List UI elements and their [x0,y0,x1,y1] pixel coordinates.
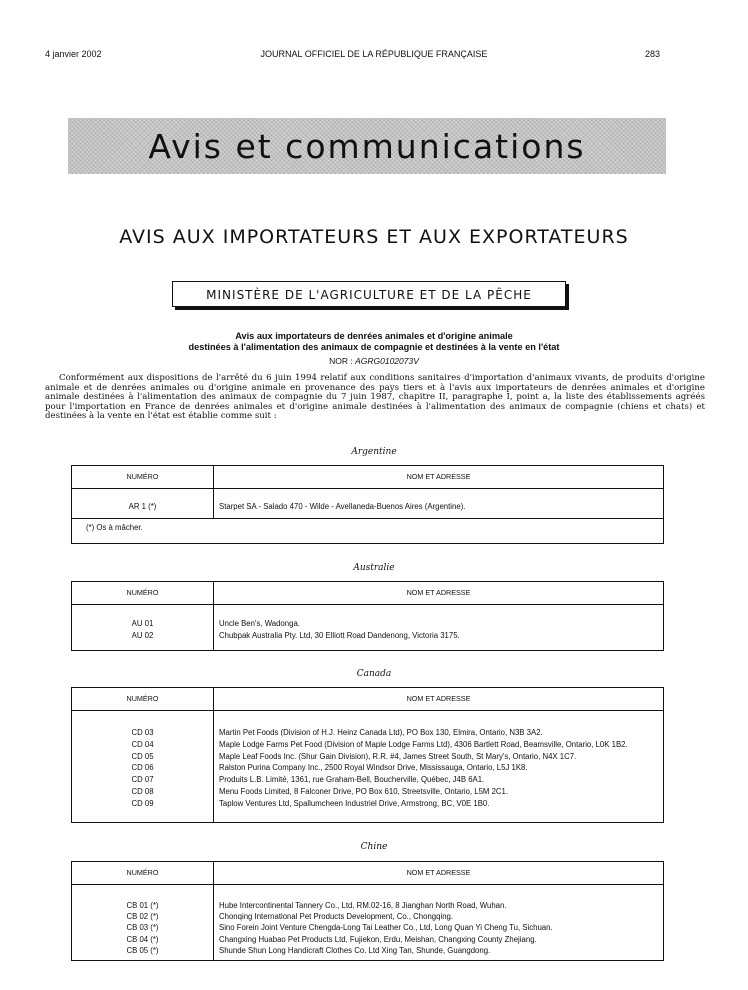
establishment-number: CB 03 (*) [126,923,159,933]
establishment-name-address: Maple Leaf Foods Inc. (Shur Gain Division), R.R. #4, James Street South, St Mary's, Ontario, N4X 1C7. [219,751,577,761]
table-row [72,787,663,797]
ministry-heading: MINISTÈRE DE L'AGRICULTURE ET DE LA PÊCHE [172,281,566,307]
column-header-nom-adresse: NOM ET ADRESSE [406,868,471,877]
nor-reference [0,356,748,366]
table-row [72,502,663,512]
establishment-number: CD 09 [131,798,154,808]
establishments-table [71,581,664,651]
table-row [72,923,663,933]
table-row [72,799,663,809]
column-header-numero: NUMÉRO [126,472,159,481]
establishment-number: CD 05 [131,751,154,761]
header-page-number: 283 [644,49,660,59]
establishment-name-address: Martin Pet Foods (Division of H.J. Heinz Canada Ltd), PO Box 130, Elmira, Ontario, N3B 3A2. [219,728,543,737]
establishment-number: CD 08 [131,787,154,796]
establishment-number: AR 1 (*) [128,502,157,511]
establishment-number: CD 07 [131,775,154,785]
establishment-number: CD 04 [131,739,154,749]
establishment-name-address: Produits L.B. Limité, 1361, rue Graham-Bell, Boucherville, Québec, J4B 6A1. [219,775,485,785]
establishment-number: CD 03 [131,728,154,737]
column-header-nom-adresse: NOM ET ADRESSE [406,472,471,481]
table-footnote: (*) Os à mâcher. [86,523,143,532]
establishment-number: CB 05 (*) [126,945,159,955]
table-header [72,582,663,605]
table-row [72,912,663,922]
establishment-name-address: Maple Lodge Farms Pet Food (Division of Maple Lodge Farms Ltd), 4306 Bartlett Road, Beamsville, Ontario, L0K 1B2. [219,739,628,749]
intro-paragraph: Conformément aux dispositions de l'arrêté du 6 juin 1994 relatif aux conditions sanitaires d'importation d'animaux vivants, de produits d'origine animale et de denrées animales ou d'origine animale en provenance des pays tiers et à l'avis aux importateurs de denrées animales et d'origine animale destinées à l'alimentation des animaux de compagnie du 7 juin 1987, chapitre II, paragraphe I, point a, la liste des établissements agréés pour l'importation en France de denrées animales et d'origine animale destinées à l'alimentation des animaux de compagnie (chiens et chats) et destinées à la vente en l'état est établie comme suit : [45,373,705,422]
column-header-numero: NUMÉRO [126,588,159,597]
table-header [72,466,663,489]
country-heading: Canada [356,669,392,679]
page-title: AVIS AUX IMPORTATEURS ET AUX EXPORTATEURS [119,226,629,248]
establishment-name-address: Ralston Purina Company Inc., 2500 Royal Windsor Drive, Mississauga, Ontario, L5J 1K8. [219,763,528,773]
establishment-name-address: Hube Intercontinental Tannery Co., Ltd, RM.02-16, 8 Jianghan North Road, Wuhan. [219,901,507,910]
avis-title-line1: Avis aux importateurs de denrées animales et d'origine animale [235,331,513,341]
table-row [72,631,663,641]
country-heading: Australie [353,563,395,573]
column-header-nom-adresse: NOM ET ADRESSE [406,588,471,597]
establishment-number: AU 01 [131,619,154,628]
establishment-name-address: Menu Foods Limited, 8 Falconer Drive, PO Box 610, Streetsville, Ontario, L5M 2C1. [219,787,509,796]
establishment-name-address: Changxing Huabao Pet Products Ltd, Fujiekon, Erdu, Meishan, Changxing County Zhejiang. [219,934,537,944]
header-date: 4 janvier 2002 [45,49,102,59]
column-header-nom-adresse: NOM ET ADRESSE [406,694,471,703]
establishment-name-address: Starpet SA - Salado 470 - Wilde - Avellaneda-Buenos Aires (Argentine). [219,502,466,511]
establishment-name-address: Taplow Ventures Ltd, Spallumcheen Industriel Drive, Armstrong, BC, V0E 1B0. [219,798,490,808]
establishment-name-address: Chonqing International Pet Products Development, Co., Chongqing. [219,912,454,922]
establishment-number: CB 04 (*) [126,934,159,944]
establishment-name-address: Sino Forein Joint Venture Chengda-Long Tai Leather Co., Ltd, Long Quan Yi Cheng Tu, Sichuan. [219,923,553,933]
table-row [72,935,663,945]
establishment-number: AU 02 [131,631,154,640]
section-banner [68,118,666,174]
table-row [72,901,663,911]
establishments-table [71,465,664,544]
table-row [72,740,663,750]
establishment-name-address: Shunde Shun Long Handicraft Clothes Co. Ltd Xing Tan, Shunde, Guangdong. [219,945,491,955]
table-row [72,775,663,785]
banner-title: Avis et communications [148,127,586,166]
table-row [72,619,663,629]
table-row [72,752,663,762]
nor-label: NOR : [329,356,353,366]
country-heading: Chine [360,842,388,852]
table-row [72,763,663,773]
establishment-name-address: Chubpak Australia Pty. Ltd, 30 Elliott Road Dandenong, Victoria 3175. [219,631,460,640]
table-header [72,862,663,885]
note-divider [72,518,663,519]
establishments-table [71,861,664,961]
country-heading: Argentine [351,447,397,457]
nor-value: AGRG0102073V [355,356,419,366]
establishment-number: CD 06 [131,763,154,773]
establishment-number: CB 02 (*) [126,912,159,922]
column-header-numero: NUMÉRO [126,694,159,703]
header-journal-title: JOURNAL OFFICIEL DE LA RÉPUBLIQUE FRANÇAISE [260,49,488,59]
column-header-numero: NUMÉRO [126,868,159,877]
table-header [72,688,663,711]
establishment-name-address: Uncle Ben's, Wadonga. [219,619,300,628]
table-row [72,946,663,956]
table-row [72,728,663,738]
establishments-table [71,687,664,823]
establishment-number: CB 01 (*) [126,901,159,910]
avis-title-line2: destinées à l'alimentation des animaux de compagnie et destinées à la vente en l'état [188,342,560,352]
